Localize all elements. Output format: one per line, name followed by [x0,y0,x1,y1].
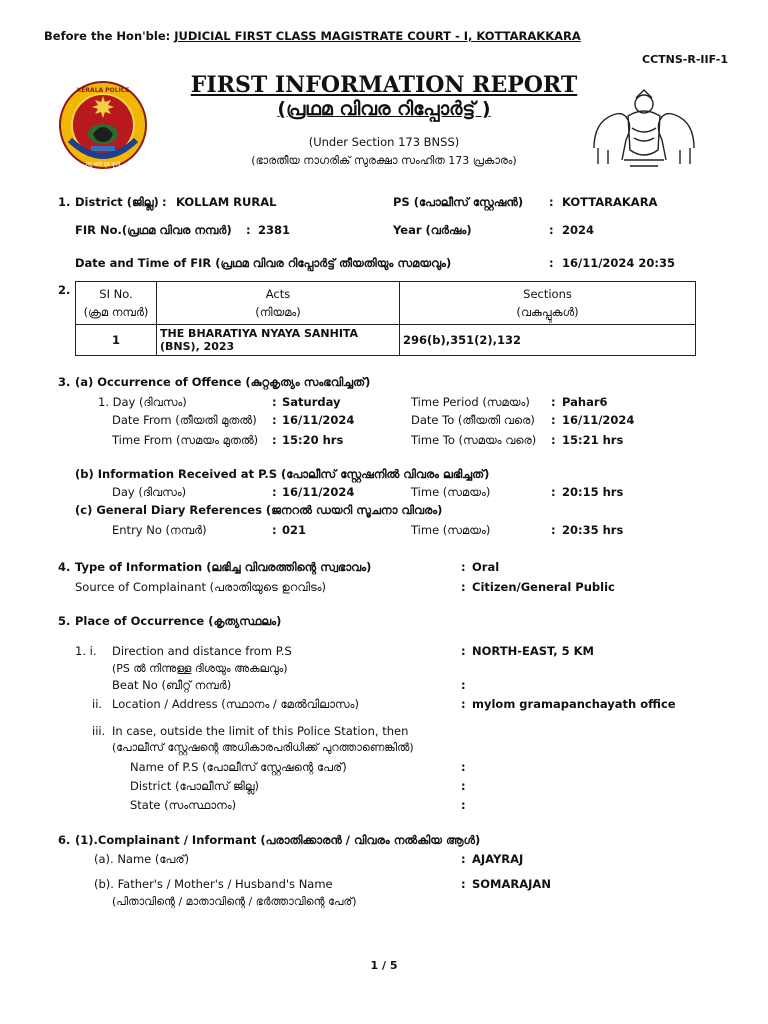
colon: : [272,485,277,499]
under-section-ml: (ഭാരതീയ നാഗരിക് സുരക്ഷാ സംഹിത 173 പ്രകാരം) [251,154,517,167]
colon: : [162,195,167,209]
fir-value: 2381 [258,223,291,237]
district-value: KOLLAM RURAL [176,195,277,209]
date-to-value: 16/11/2024 [562,413,635,427]
s2-num: 2. [58,283,71,297]
colon: : [461,560,466,574]
row-act: THE BHARATIYA NYAYA SANHITA (BNS), 2023 [157,325,400,356]
colon: : [461,644,466,658]
colon: : [461,697,466,711]
period-label: Time Period (സമയം) [411,395,530,409]
direction-label: Direction and distance from P.S [112,644,292,658]
header-sl-en: SI No. [99,287,133,301]
fir-datetime-label: Date and Time of FIR (പ്രഥമ വിവര റിപ്പോർട്ട് തീയതിയും സമയവും) [75,256,452,270]
colon: : [461,852,466,866]
acts-table [75,281,696,356]
colon: : [549,256,554,270]
table-row [76,325,696,356]
court-line [44,29,581,43]
colon: : [272,433,277,447]
header-acts-ml: (നിയമം) [255,305,301,319]
time-to-label: Time To (സമയം വരെ) [411,433,537,447]
complainant-label: (1).Complainant / Informant (പരാതിക്കാരൻ / വിവരം നൽകിയ ആൾ) [75,833,481,847]
page-number: 1 / 5 [370,959,398,972]
occurrence-label: (a) Occurrence of Offence (കുറ്റകൃത്യം സംഭവിച്ചത്) [75,375,371,389]
s5-num: 5. [58,614,71,628]
other-ps-label: Name of P.S (പോലീസ് സ്റ്റേഷന്റെ പേര്) [130,760,347,774]
district-label: District (ജില്ല) [75,195,159,209]
outside-label-ml: (പോലീസ് സ്റ്റേഷന്റെ അധികാരപരിധിക്ക് പുറത്താണെങ്കിൽ) [112,741,414,754]
s5-ii-num: ii. [92,697,103,711]
header-acts-en: Acts [265,287,291,301]
colon: : [551,523,556,537]
outside-label: In case, outside the limit of this Police Station, then [112,724,409,738]
colon: : [551,485,556,499]
s4-num: 4. [58,560,71,574]
father-label-ml: (പിതാവിന്റെ / മാതാവിന്റെ / ഭർത്താവിന്റെ പേര്) [112,895,357,908]
year-label: Year (വർഷം) [393,223,472,237]
name-value: AJAYRAJ [472,852,524,866]
date-to-label: Date To (തീയതി വരെ) [411,413,535,427]
s5-iii-num: iii. [92,724,106,738]
year-value: 2024 [562,223,595,237]
colon: : [551,395,556,409]
location-label: Location / Address (സ്ഥാനം / മേൽവിലാസം) [112,697,359,711]
other-state-label: State (സംസ്ഥാനം) [130,798,237,812]
info-time-value: 20:15 hrs [562,485,624,499]
info-type-label: Type of Information (ലഭിച്ച വിവരത്തിന്റെ സ്വഭാവം) [75,560,372,574]
colon: : [272,523,277,537]
period-value: Pahar6 [562,395,608,409]
entry-label: Entry No (നമ്പർ) [112,523,207,537]
colon: : [461,779,466,793]
colon: : [461,760,466,774]
form-code: CCTNS-R-IIF-1 [642,53,728,66]
report-title-ml-text: (പ്രഥമ വിവര റിപ്പോർട്ട് ) [277,98,491,120]
colon: : [461,798,466,812]
fir-datetime-value: 16/11/2024 20:35 [562,256,676,270]
colon: : [461,678,466,692]
name-label: (a). Name (പേര്) [94,852,190,866]
beat-label: Beat No (ബീറ്റ് നമ്പർ) [112,678,232,692]
row-sl: 1 [76,325,157,356]
colon: : [461,877,466,891]
direction-label-ml: (PS ൽ നിന്നുള്ള ദിശയും അകലവും) [112,662,288,675]
fir-label: FIR No.(പ്രഥമ വിവര നമ്പർ) [75,223,232,237]
gd-label: (c) General Diary References (ജനറൽ ഡയറി സൂചനാ വിവരം) [75,503,443,517]
time-to-value: 15:21 hrs [562,433,624,447]
info-day-value: 16/11/2024 [282,485,355,499]
header-sl [76,282,157,325]
info-type-value: Oral [472,560,500,574]
entry-value: 021 [282,523,307,537]
colon: : [272,395,277,409]
info-received-label: (b) Information Received at P.S (പോലീസ് സ്റ്റേഷനിൽ വിവരം ലഭിച്ചത്) [75,467,490,481]
day-value: Saturday [282,395,341,409]
gd-time-value: 20:35 hrs [562,523,624,537]
colon: : [461,580,466,594]
colon: : [549,223,554,237]
court-name: JUDICIAL FIRST CLASS MAGISTRATE COURT - I, KOTTARAKKARA [174,29,581,43]
s1-num: 1. [58,195,71,209]
location-value: mylom gramapanchayath office [472,697,676,711]
row-sections: 296(b),351(2),132 [400,325,696,356]
s6-num: 6. [58,833,71,847]
gd-time-label: Time (സമയം) [411,523,491,537]
s5-i-num: 1. i. [75,644,97,658]
report-title [0,72,768,98]
header-sections-ml: (വകുപ്പുകൾ) [516,305,579,319]
header-sl-ml: (ക്രമ നമ്പർ) [83,305,149,319]
info-time-label: Time (സമയം) [411,485,491,499]
day-label: 1. Day (ദിവസം) [98,395,187,409]
report-title-text: FIRST INFORMATION REPORT [190,72,578,98]
colon: : [246,223,251,237]
source-value: Citizen/General Public [472,580,615,594]
father-value: SOMARAJAN [472,877,551,891]
report-title-ml [0,98,768,120]
date-from-label: Date From (തീയതി മുതൽ) [112,413,257,427]
date-from-value: 16/11/2024 [282,413,355,427]
under-section: (Under Section 173 BNSS) [308,135,460,149]
ps-label: PS (പോലീസ് സ്റ്റേഷൻ) [393,195,524,209]
time-from-label: Time From (സമയം മുതൽ) [112,433,259,447]
direction-value: NORTH-EAST, 5 KM [472,644,594,658]
colon: : [549,195,554,209]
colon: : [272,413,277,427]
other-district-label: District (പോലീസ് ജില്ല) [130,779,260,793]
seal-top-text: KERALA POLICE [76,87,130,94]
header-sections-en: Sections [523,287,572,301]
header-acts [157,282,400,325]
s3-num: 3. [58,375,71,389]
ps-value: KOTTARAKARA [562,195,658,209]
source-label: Source of Complainant (പരാതിയുടെ ഉറവിടം) [75,580,327,594]
acts-table-header [76,282,696,325]
seal-bottom-text: मृदु भावे दृढ कृत्ये [85,162,121,168]
place-label: Place of Occurrence (കൃത്യസ്ഥലം) [75,614,282,628]
header-sections [400,282,696,325]
court-prefix: Before the Hon'ble: [44,29,175,43]
time-from-value: 15:20 hrs [282,433,344,447]
info-day-label: Day (ദിവസം) [112,485,187,499]
colon: : [551,413,556,427]
father-label: (b). Father's / Mother's / Husband's Name [94,877,333,891]
colon: : [551,433,556,447]
